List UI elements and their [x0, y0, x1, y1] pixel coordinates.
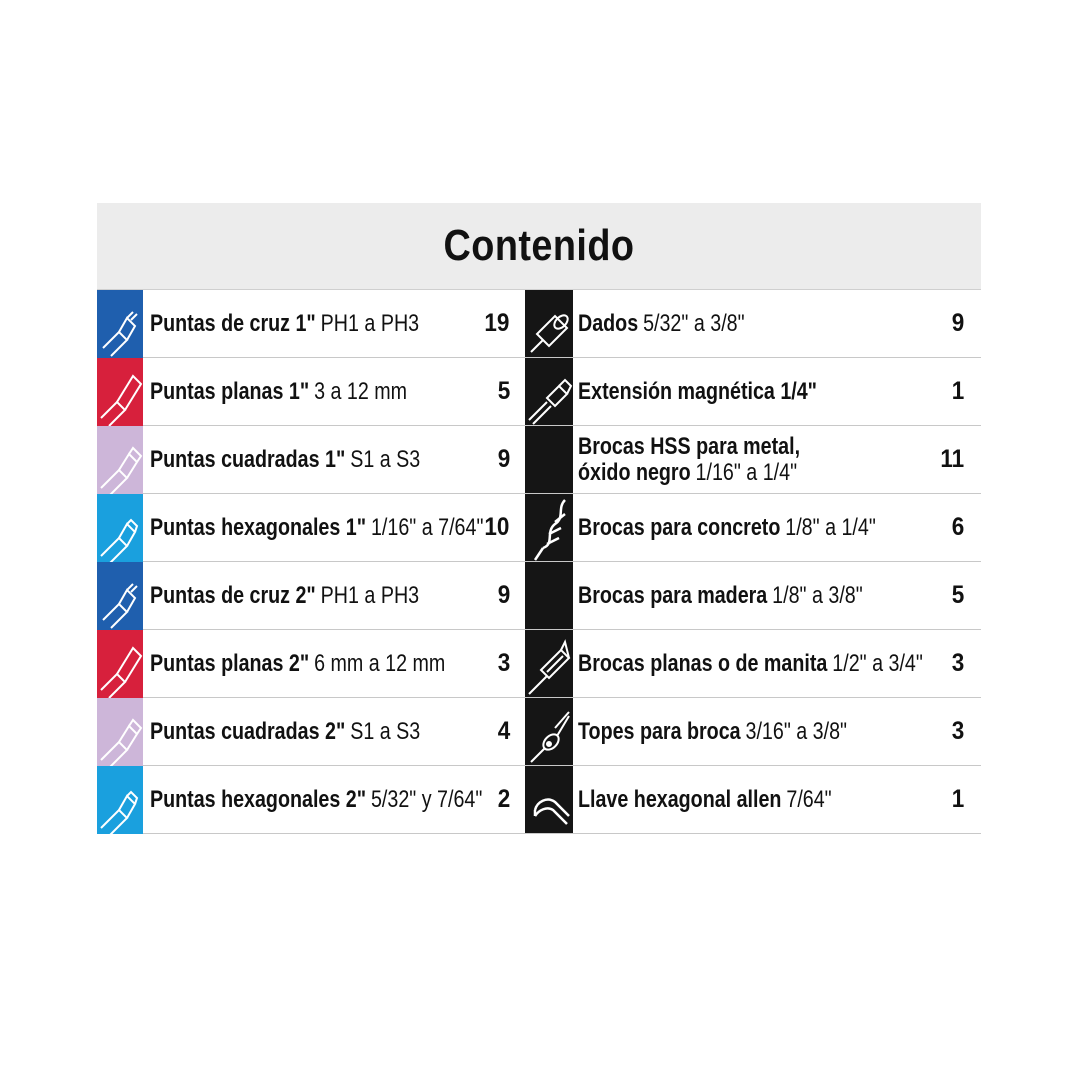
wood-drill-icon: [525, 562, 573, 630]
list-item: [97, 698, 525, 766]
list-item: [97, 290, 525, 358]
hex-bit-icon: [97, 494, 143, 562]
item-quantity: 6: [951, 513, 965, 541]
list-item: [525, 358, 981, 426]
item-spec: 6 mm a 12 mm: [314, 649, 446, 677]
item-name: Dados: [578, 309, 639, 337]
right-column: [525, 290, 981, 834]
item-name: Puntas cuadradas 1": [150, 445, 346, 473]
hss-drill-icon: [525, 426, 573, 494]
item-quantity: 10: [484, 513, 510, 541]
item-name: Puntas planas 2": [150, 649, 310, 677]
item-name: Extensión magnética 1/4": [578, 377, 818, 405]
contents-panel: [97, 203, 981, 834]
item-spec: PH1 a PH3: [320, 581, 420, 609]
item-spec: 7/64": [786, 785, 832, 813]
allen-key-icon: [525, 766, 573, 834]
item-spec: 1/16" a 1/4": [695, 458, 798, 486]
item-quantity: 19: [484, 309, 510, 337]
slotted-bit-icon: [97, 358, 143, 426]
item-name-line2: óxido negro: [578, 458, 691, 486]
list-item: [525, 494, 981, 562]
item-name: Llave hexagonal allen: [578, 785, 782, 813]
drill-stop-icon: [525, 698, 573, 766]
item-spec: 1/8" a 1/4": [785, 513, 876, 541]
item-quantity: 3: [951, 717, 965, 745]
item-quantity: 1: [951, 785, 965, 813]
item-quantity: 1: [951, 377, 965, 405]
list-item: [525, 698, 981, 766]
item-name: Brocas HSS para metal,: [578, 432, 801, 460]
item-name: Puntas de cruz 2": [150, 581, 316, 609]
item-spec: 3/16" a 3/8": [745, 717, 848, 745]
item-name: Puntas cuadradas 2": [150, 717, 346, 745]
list-item: [525, 426, 981, 494]
magnetic-extension-icon: [525, 358, 573, 426]
list-item: [97, 358, 525, 426]
item-quantity: 4: [497, 717, 511, 745]
list-item: [525, 766, 981, 834]
list-item: [97, 494, 525, 562]
item-name: Brocas planas o de manita: [578, 649, 828, 677]
item-spec: S1 a S3: [350, 445, 421, 473]
item-name: Brocas para madera: [578, 581, 768, 609]
item-quantity: 9: [951, 309, 965, 337]
item-spec: 1/2" a 3/4": [832, 649, 923, 677]
phillips-bit-icon: [97, 290, 143, 358]
item-name: Puntas hexagonales 2": [150, 785, 367, 813]
phillips-bit-icon: [97, 562, 143, 630]
item-spec: 5/32" a 3/8": [643, 309, 745, 337]
item-spec: 5/32" y 7/64": [370, 785, 483, 813]
contents-title: Contenido: [443, 221, 635, 270]
list-item: [525, 562, 981, 630]
list-item: [525, 630, 981, 698]
item-quantity: 5: [951, 581, 965, 609]
item-quantity: 9: [497, 445, 511, 473]
list-item: [97, 630, 525, 698]
item-name: Puntas planas 1": [150, 377, 310, 405]
item-quantity: 3: [497, 649, 511, 677]
item-quantity: 11: [939, 445, 964, 473]
item-spec: 3 a 12 mm: [314, 377, 408, 405]
square-bit-icon: [97, 426, 143, 494]
item-quantity: 2: [497, 785, 511, 813]
item-quantity: 3: [951, 649, 965, 677]
item-spec: 1/8" a 3/8": [772, 581, 863, 609]
list-item: [97, 426, 525, 494]
item-name: Puntas de cruz 1": [150, 309, 316, 337]
masonry-drill-icon: [525, 494, 573, 562]
item-spec: 1/16" a 7/64": [370, 513, 484, 541]
item-quantity: 5: [497, 377, 511, 405]
left-column: [97, 290, 525, 834]
list-item: [97, 766, 525, 834]
item-quantity: 9: [497, 581, 511, 609]
item-name: Topes para broca: [578, 717, 741, 745]
socket-icon: [525, 290, 573, 358]
contents-grid: [97, 290, 981, 834]
list-item: [525, 290, 981, 358]
item-name: Brocas para concreto: [578, 513, 781, 541]
hex-bit-icon: [97, 766, 143, 834]
contents-header: [97, 203, 981, 290]
item-spec: PH1 a PH3: [320, 309, 420, 337]
spade-bit-icon: [525, 630, 573, 698]
item-spec: S1 a S3: [350, 717, 421, 745]
slotted-bit-icon: [97, 630, 143, 698]
square-bit-icon: [97, 698, 143, 766]
item-name: Puntas hexagonales 1": [150, 513, 367, 541]
list-item: [97, 562, 525, 630]
